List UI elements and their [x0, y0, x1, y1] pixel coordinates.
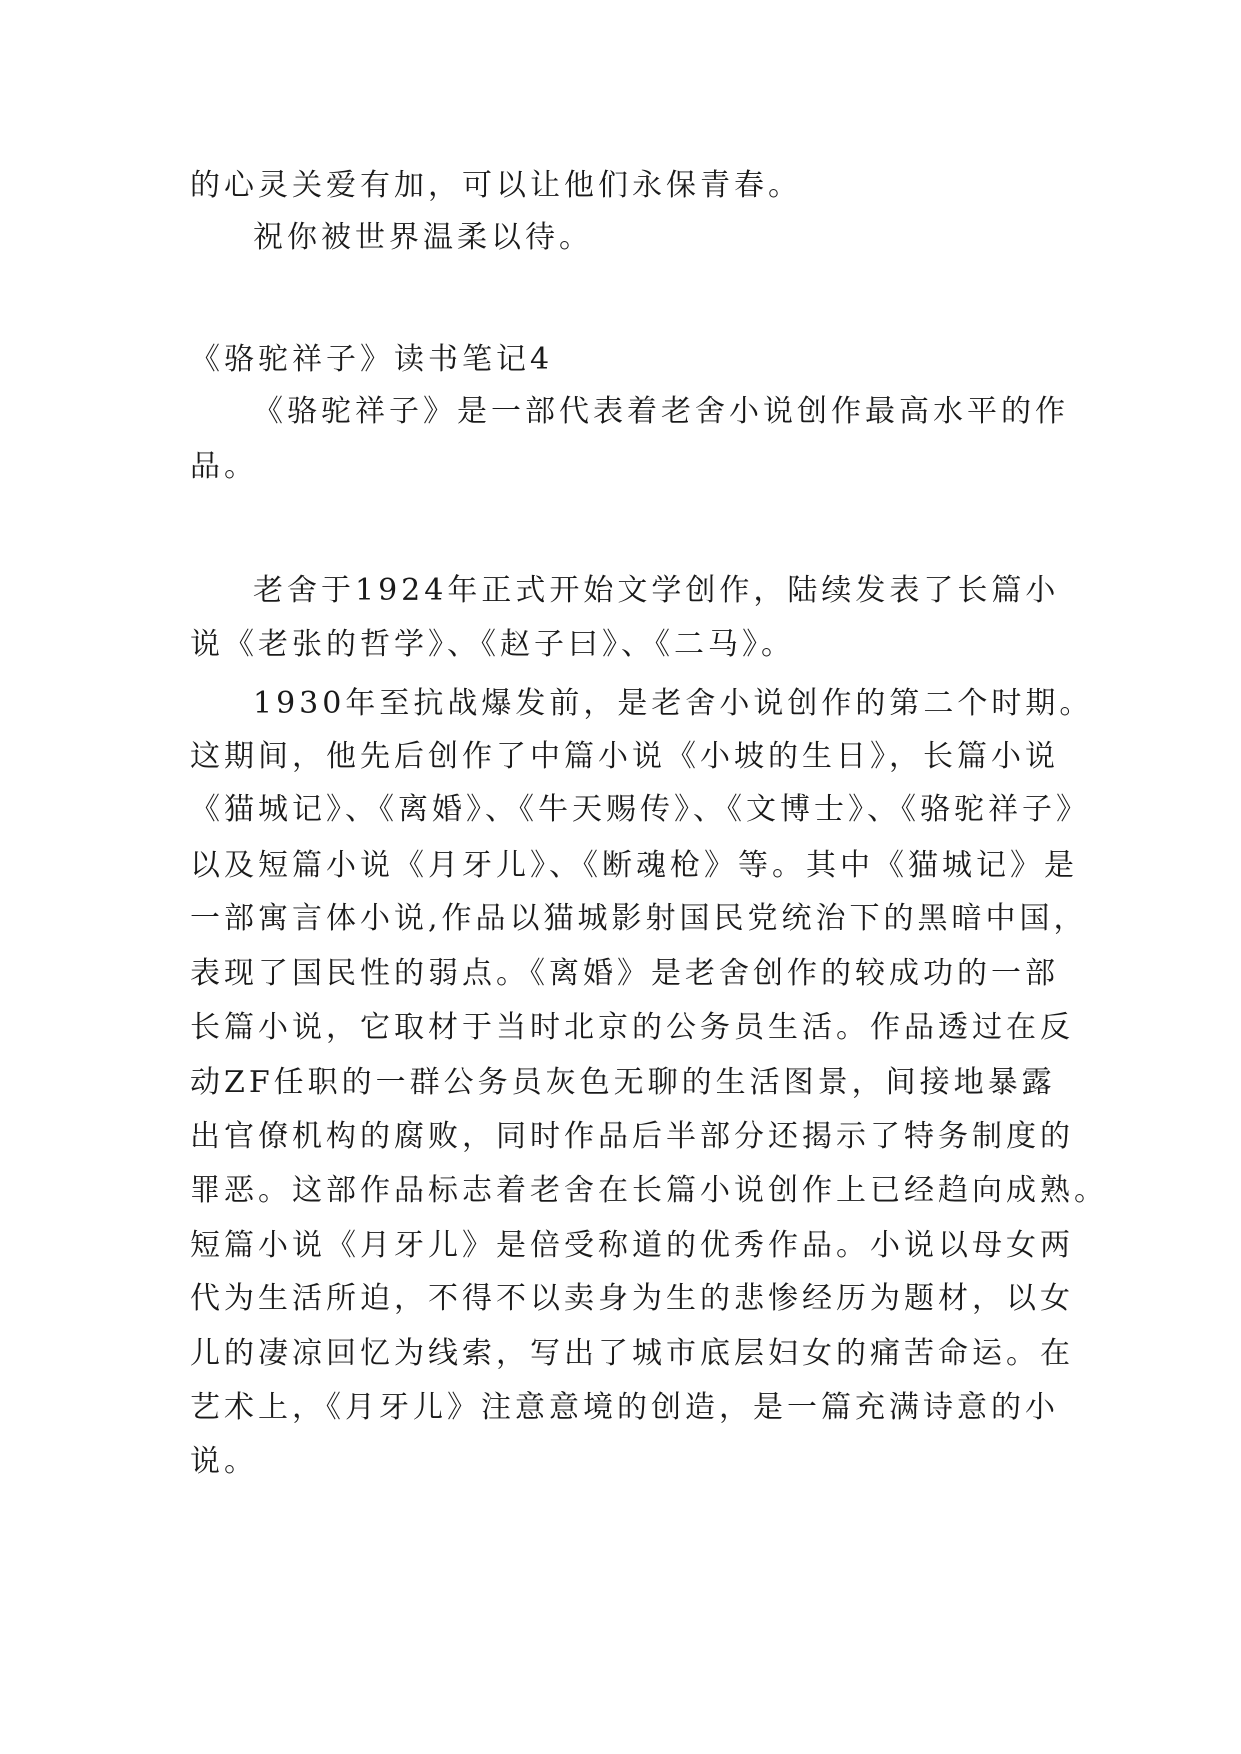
para1-line-2: 品。 — [190, 449, 258, 484]
intro-line-2: 祝你被世界温柔以待。 — [253, 220, 593, 255]
para1-line-1: 《骆驼祥子》是一部代表着老舍小说创作最高水平的作 — [253, 394, 1069, 429]
para3-line-15: 说。 — [190, 1444, 258, 1479]
para3-line-12: 代为生活所迫，不得不以卖身为生的悲惨经历为题材，以女 — [190, 1281, 1074, 1316]
para3-line-2: 这期间，他先后创作了中篇小说《小坡的生日》，长篇小说 — [190, 739, 1059, 774]
intro-line-1: 的心灵关爱有加，可以让他们永保青春。 — [190, 168, 802, 203]
para3-line-3: 《猫城记》、《离婚》、《牛天赐传》、《文博士》、《骆驼祥子》 — [190, 792, 1090, 827]
para3-line-13: 儿的凄凉回忆为线索，写出了城市底层妇女的痛苦命运。在 — [190, 1336, 1074, 1371]
para2-line-2: 说《老张的哲学》、《赵子曰》、《二马》。 — [190, 627, 795, 662]
section-heading: 《骆驼祥子》读书笔记4 — [190, 342, 554, 377]
para3-line-8: 动ZF任职的一群公务员灰色无聊的生活图景，间接地暴露 — [190, 1065, 1056, 1100]
para3-line-7: 长篇小说，它取材于当时北京的公务员生活。作品透过在反 — [190, 1010, 1074, 1045]
para2-line-1: 老舍于1924年正式开始文学创作，陆续发表了长篇小 — [253, 573, 1060, 608]
para3-line-9: 出官僚机构的腐败，同时作品后半部分还揭示了特务制度的 — [190, 1119, 1074, 1154]
para3-line-10: 罪恶。这部作品标志着老舍在长篇小说创作上已经趋向成熟。 — [190, 1173, 1108, 1208]
para3-line-11: 短篇小说《月牙儿》是倍受称道的优秀作品。小说以母女两 — [190, 1228, 1074, 1263]
para3-line-1: 1930年至抗战爆发前，是老舍小说创作的第二个时期。 — [253, 686, 1094, 721]
para3-line-14: 艺术上，《月牙儿》注意意境的创造，是一篇充满诗意的小 — [190, 1390, 1059, 1425]
para3-line-4: 以及短篇小说《月牙儿》、《断魂枪》等。其中《猫城记》是 — [190, 848, 1078, 883]
para3-line-6: 表现了国民性的弱点。《离婚》是老舍创作的较成功的一部 — [190, 956, 1059, 991]
para3-line-5: 一部寓言体小说,作品以猫城影射国民党统治下的黑暗中国， — [190, 901, 1088, 936]
